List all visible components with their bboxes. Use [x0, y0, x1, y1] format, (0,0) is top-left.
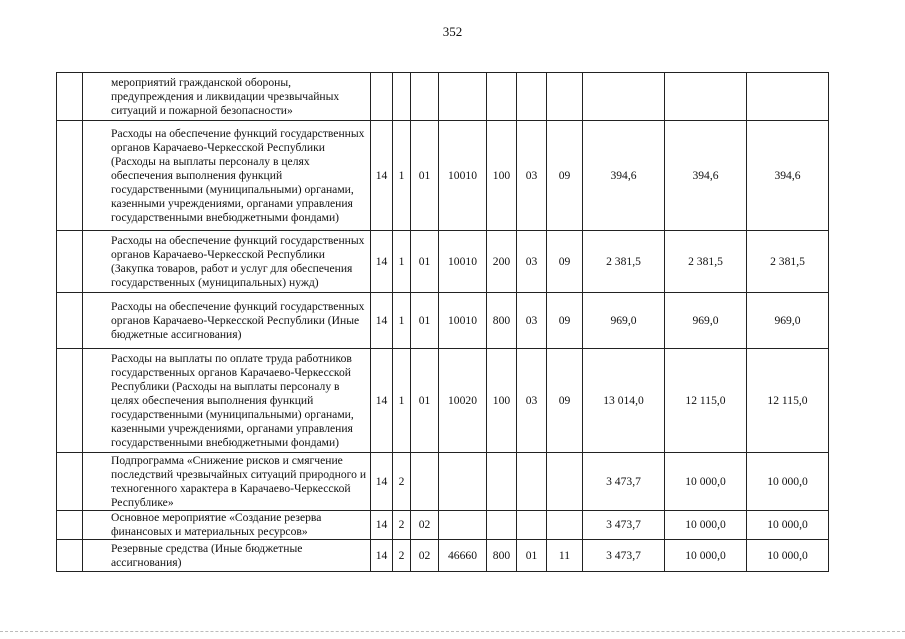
cell-amount1: 3 473,7	[583, 540, 665, 572]
cell-amount3: 969,0	[747, 293, 829, 349]
cell-amount1: 3 473,7	[583, 453, 665, 511]
cell-amount3: 10 000,0	[747, 453, 829, 511]
cell-amount2: 969,0	[665, 293, 747, 349]
cell-sub2: 09	[547, 231, 583, 293]
cell-amount2: 10 000,0	[665, 540, 747, 572]
cell-description: Резервные средства (Иные бюджетные ассигнования)	[83, 540, 371, 572]
page-bottom-rule	[0, 631, 905, 632]
cell-rz	[393, 73, 411, 121]
cell-amount3: 2 381,5	[747, 231, 829, 293]
cell-pr: 01	[411, 293, 439, 349]
table-row	[57, 73, 829, 121]
cell-tsr	[439, 453, 487, 511]
cell-sub2: 09	[547, 293, 583, 349]
cell-pr: 01	[411, 121, 439, 231]
cell-min: 14	[371, 540, 393, 572]
cell-description: Расходы на обеспечение функций государственных органов Карачаево-Черкесской Республики (Расходы на выплаты персоналу в целях обеспечения выполнения функций государственными (муниципальными) органами, казенными учреждениями, органами управления государственными внебюджетными фондами)	[83, 121, 371, 231]
cell-description: Подпрограмма «Снижение рисков и смягчение последствий чрезвычайных ситуаций природного и техногенного характера в Карачаево-Черкесской Республике»	[83, 453, 371, 511]
cell-min: 14	[371, 349, 393, 453]
cell-amount1	[583, 73, 665, 121]
row-lead-cell	[57, 540, 83, 572]
cell-amount3	[747, 73, 829, 121]
cell-sub1: 03	[517, 293, 547, 349]
cell-min: 14	[371, 121, 393, 231]
cell-vr	[487, 511, 517, 540]
cell-amount1: 3 473,7	[583, 511, 665, 540]
cell-amount2: 394,6	[665, 121, 747, 231]
cell-rz: 1	[393, 349, 411, 453]
cell-vr: 100	[487, 121, 517, 231]
cell-amount3: 10 000,0	[747, 540, 829, 572]
cell-sub2	[547, 453, 583, 511]
cell-description: Расходы на выплаты по оплате труда работников государственных органов Карачаево-Черкесской Республики (Расходы на выплаты персоналу в целях обеспечения выполнения функций государственными (муниципальными) органами, казенными учреждениями, органами управления государственными внебюджетными фондами)	[83, 349, 371, 453]
cell-amount1: 13 014,0	[583, 349, 665, 453]
cell-amount1: 2 381,5	[583, 231, 665, 293]
cell-pr	[411, 453, 439, 511]
cell-pr: 02	[411, 511, 439, 540]
cell-vr: 800	[487, 540, 517, 572]
budget-table	[56, 72, 829, 572]
table-row	[57, 293, 829, 349]
cell-min	[371, 73, 393, 121]
cell-vr	[487, 453, 517, 511]
table-row	[57, 121, 829, 231]
budget-table-body	[57, 73, 829, 572]
cell-tsr	[439, 511, 487, 540]
cell-min: 14	[371, 453, 393, 511]
cell-pr	[411, 73, 439, 121]
cell-rz: 2	[393, 453, 411, 511]
cell-vr: 100	[487, 349, 517, 453]
cell-description: Расходы на обеспечение функций государственных органов Карачаево-Черкесской Республики (Закупка товаров, работ и услуг для обеспечения государственных (муниципальных) нужд)	[83, 231, 371, 293]
cell-tsr	[439, 73, 487, 121]
table-row	[57, 511, 829, 540]
cell-tsr: 10020	[439, 349, 487, 453]
cell-pr: 02	[411, 540, 439, 572]
cell-sub2: 11	[547, 540, 583, 572]
cell-sub1: 03	[517, 231, 547, 293]
cell-pr: 01	[411, 231, 439, 293]
cell-sub2	[547, 73, 583, 121]
cell-sub2: 09	[547, 121, 583, 231]
table-row	[57, 231, 829, 293]
cell-amount1: 969,0	[583, 293, 665, 349]
cell-description: Расходы на обеспечение функций государственных органов Карачаево-Черкесской Республики (Иные бюджетные ассигнования)	[83, 293, 371, 349]
cell-min: 14	[371, 231, 393, 293]
cell-sub2	[547, 511, 583, 540]
cell-sub1	[517, 511, 547, 540]
cell-amount1: 394,6	[583, 121, 665, 231]
cell-tsr: 46660	[439, 540, 487, 572]
cell-amount2	[665, 73, 747, 121]
table-row	[57, 540, 829, 572]
cell-sub1	[517, 73, 547, 121]
cell-rz: 1	[393, 231, 411, 293]
row-lead-cell	[57, 73, 83, 121]
cell-sub1: 01	[517, 540, 547, 572]
row-lead-cell	[57, 231, 83, 293]
cell-rz: 1	[393, 121, 411, 231]
row-lead-cell	[57, 293, 83, 349]
cell-rz: 2	[393, 540, 411, 572]
cell-sub1: 03	[517, 121, 547, 231]
cell-amount3: 10 000,0	[747, 511, 829, 540]
table-row	[57, 349, 829, 453]
cell-description: Основное мероприятие «Создание резерва финансовых и материальных ресурсов»	[83, 511, 371, 540]
page-number: 352	[442, 24, 463, 39]
cell-tsr: 10010	[439, 121, 487, 231]
cell-min: 14	[371, 511, 393, 540]
cell-tsr: 10010	[439, 231, 487, 293]
cell-vr: 800	[487, 293, 517, 349]
cell-amount2: 10 000,0	[665, 511, 747, 540]
cell-rz: 1	[393, 293, 411, 349]
cell-vr	[487, 73, 517, 121]
row-lead-cell	[57, 349, 83, 453]
cell-pr: 01	[411, 349, 439, 453]
cell-rz: 2	[393, 511, 411, 540]
cell-vr: 200	[487, 231, 517, 293]
row-lead-cell	[57, 121, 83, 231]
cell-sub1: 03	[517, 349, 547, 453]
table-row	[57, 453, 829, 511]
cell-amount2: 2 381,5	[665, 231, 747, 293]
cell-sub1	[517, 453, 547, 511]
cell-amount2: 10 000,0	[665, 453, 747, 511]
cell-min: 14	[371, 293, 393, 349]
row-lead-cell	[57, 453, 83, 511]
row-lead-cell	[57, 511, 83, 540]
cell-amount3: 12 115,0	[747, 349, 829, 453]
cell-tsr: 10010	[439, 293, 487, 349]
cell-description: мероприятий гражданской обороны, предупреждения и ликвидации чрезвычайных ситуаций и пожарной безопасности»	[83, 73, 371, 121]
cell-sub2: 09	[547, 349, 583, 453]
cell-amount3: 394,6	[747, 121, 829, 231]
cell-amount2: 12 115,0	[665, 349, 747, 453]
